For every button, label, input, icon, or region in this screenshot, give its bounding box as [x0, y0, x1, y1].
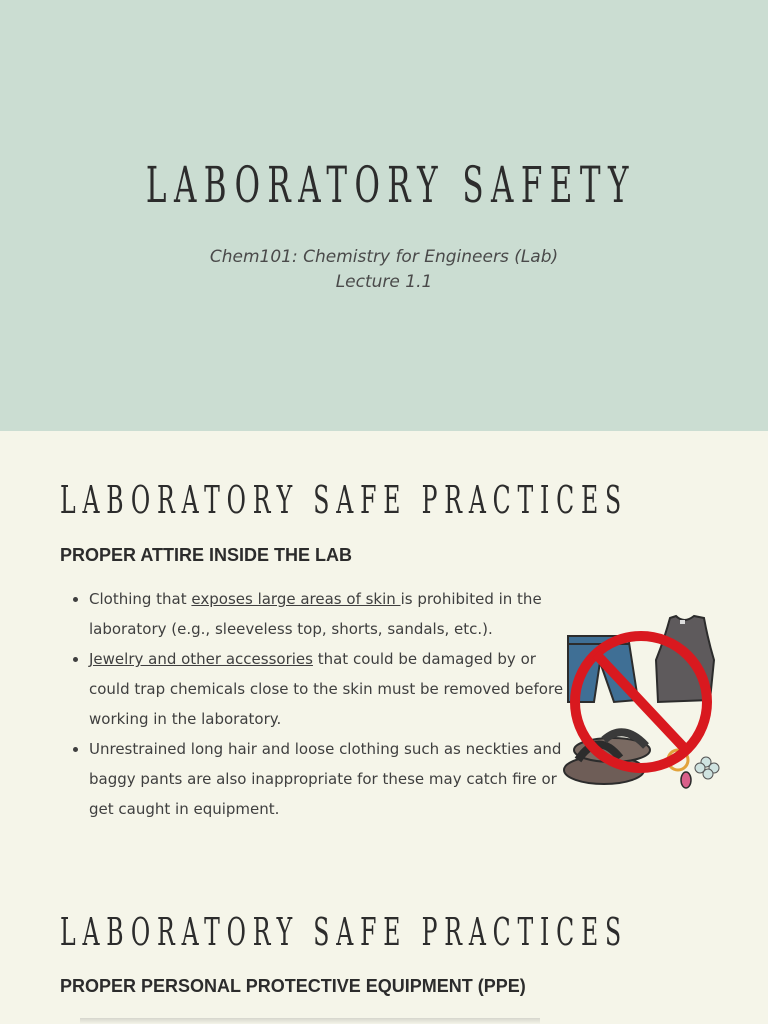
- section-subtitle: PROPER PERSONAL PROTECTIVE EQUIPMENT (PPE): [60, 976, 526, 996]
- main-title: LABORATORY SAFETY: [145, 156, 636, 214]
- section-title: LABORATORY SAFE PRACTICES: [60, 910, 628, 954]
- bullet-text: is prohibited in the laboratory (e.g., sleeveless top, shorts, sandals, etc.).: [89, 590, 542, 638]
- bullet-item: [89, 584, 567, 644]
- bullet-link[interactable]: exposes large areas of skin: [191, 590, 401, 608]
- title-slide: [0, 0, 768, 431]
- cut-off-text: [80, 1018, 540, 1024]
- bullet-text: Clothing that: [89, 590, 192, 608]
- bullet-text: that could be damaged by or could trap chemicals close to the skin must be removed before working in the laboratory.: [89, 650, 564, 728]
- bullet-text: Unrestrained long hair and loose clothing such as neckties and baggy pants are also inappropriate for these may catch fire or get caught in equipment.: [89, 740, 562, 818]
- no-improper-attire-icon: [558, 610, 730, 800]
- attire-bullet-list: [72, 584, 567, 824]
- course-subtitle: Chem101: Chemistry for Engineers (Lab): [209, 247, 559, 267]
- section-title: LABORATORY SAFE PRACTICES: [60, 478, 628, 522]
- bullet-item: [89, 644, 567, 734]
- bullet-link[interactable]: Jewelry and other accessories: [89, 650, 313, 668]
- bullet-item: [89, 734, 567, 824]
- lecture-subtitle: Lecture 1.1: [335, 272, 433, 292]
- section-subtitle: PROPER ATTIRE INSIDE THE LAB: [60, 545, 353, 565]
